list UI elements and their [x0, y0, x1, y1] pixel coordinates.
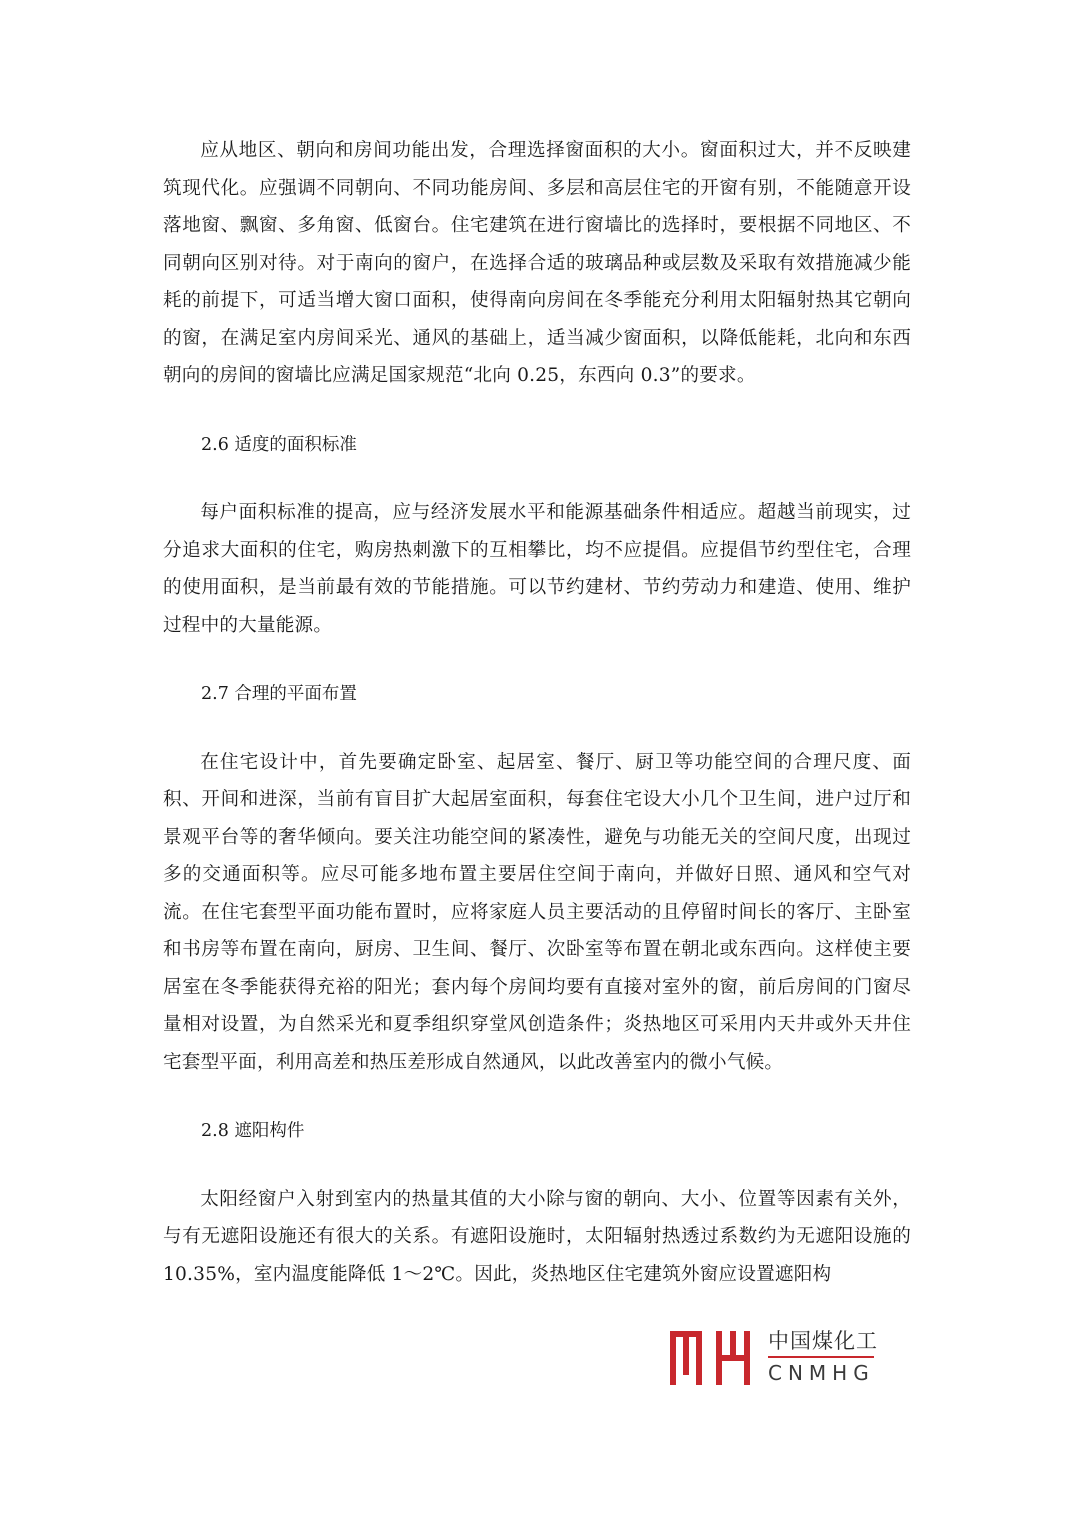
paragraph-shading: 太阳经窗户入射到室内的热量其值的大小除与窗的朝向、大小、位置等因素有关外，与有无遮阳设施还有很大的关系。有遮阳设施时，太阳辐射热透过系数约为无遮阳设施的 10.35%，室内温度能降低 1～2℃。因此，炎热地区住宅建筑外窗应设置遮阳构: [163, 1188, 911, 1285]
section-heading-2-7: 2.7 合理的平面布置: [201, 684, 357, 704]
section-heading-2-6: 2.6 适度的面积标准: [201, 434, 357, 455]
watermark-cn-text: 中国煤化工: [768, 1329, 878, 1353]
section-heading-2-8: 2.8 遮阳构件: [201, 1121, 305, 1141]
mh-logo-icon: [666, 1327, 758, 1387]
watermark-en-text: CNMHG: [768, 1361, 875, 1385]
document-body: [163, 132, 911, 1293]
watermark-logo: [666, 1327, 886, 1389]
paragraph-floor-plan: 在住宅设计中，首先要确定卧室、起居室、餐厅、厨卫等功能空间的合理尺度、面积、开间和进深，当前有盲目扩大起居室面积，每套住宅设大小几个卫生间，进户过厅和景观平台等的奢华倾向。要关注功能空间的紧凑性，避免与功能无关的空间尺度，出现过多的交通面积等。应尽可能多地布置主要居住空间于南向，并做好日照、通风和空气对流。在住宅套型平面功能布置时，应将家庭人员主要活动的且停留时间长的客厅、主卧室和书房等布置在南向，厨房、卫生间、餐厅、次卧室等布置在朝北或东西向。这样使主要居室在冬季能获得充裕的阳光；套内每个房间均要有直接对室外的窗，前后房间的门窗尽量相对设置，为自然采光和夏季组织穿堂风创造条件；炎热地区可采用内天井或外天井住宅套型平面，利用高差和热压差形成自然通风，以此改善室内的微小气候。: [163, 751, 911, 1073]
paragraph-area-standard: 每户面积标准的提高，应与经济发展水平和能源基础条件相适应。超越当前现实，过分追求大面积的住宅，购房热刺激下的互相攀比，均不应提倡。应提倡节约型住宅，合理的使用面积，是当前最有效的节能措施。可以节约建材、节约劳动力和建造、使用、维护过程中的大量能源。: [163, 502, 911, 636]
watermark-divider: [768, 1356, 874, 1358]
paragraph-window-area: 应从地区、朝向和房间功能出发，合理选择窗面积的大小。窗面积过大，并不反映建筑现代化。应强调不同朝向、不同功能房间、多层和高层住宅的开窗有别，不能随意开设落地窗、飘窗、多角窗、低窗台。住宅建筑在进行窗墙比的选择时，要根据不同地区、不同朝向区别对待。对于南向的窗户，在选择合适的玻璃品种或层数及采取有效措施减少能耗的前提下，可适当增大窗口面积，使得南向房间在冬季能充分利用太阳辐射热其它朝向的窗，在满足室内房间采光、通风的基础上，适当减少窗面积，以降低能耗，北向和东西朝向的房间的窗墙比应满足国家规范“北向 0.25，东西向 0.3”的要求。: [163, 140, 911, 386]
